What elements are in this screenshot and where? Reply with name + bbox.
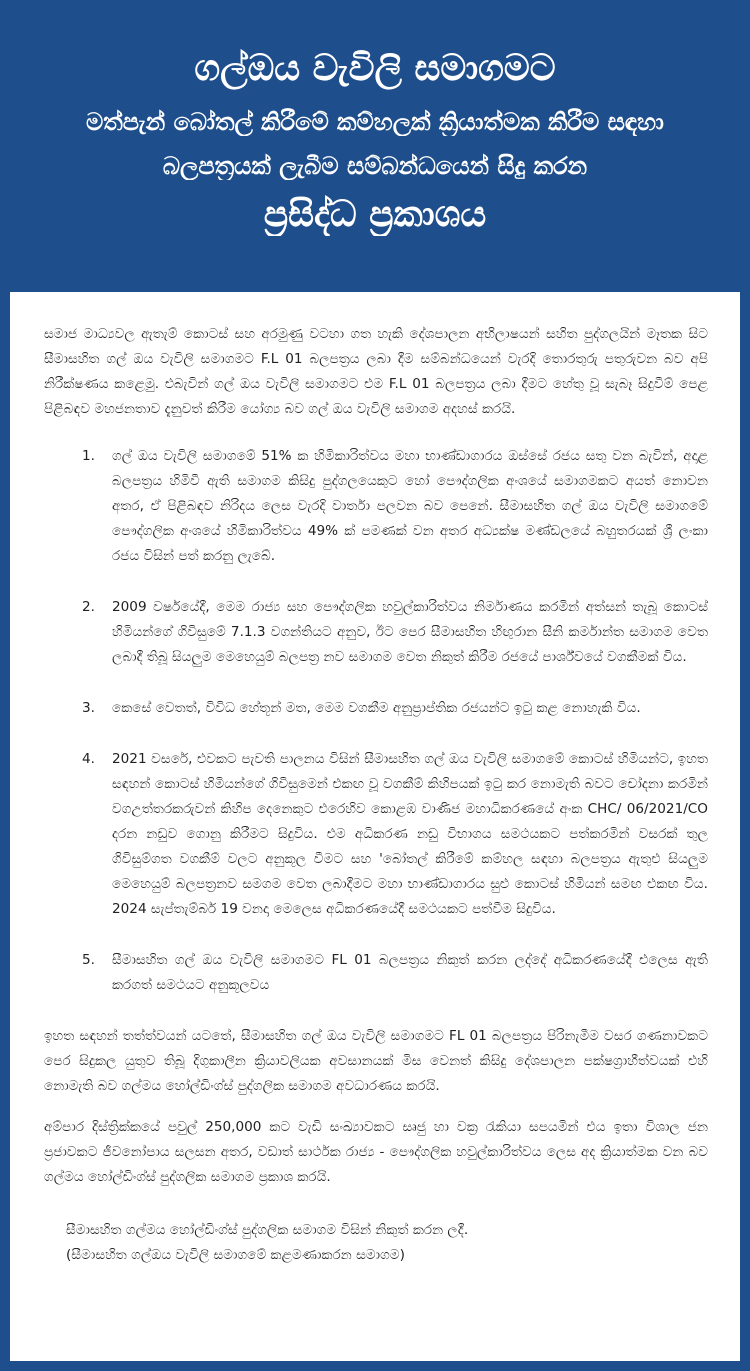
title-line-2: මත්පැන් බෝතල් කිරීමේ කම්හලක් ක්‍රියාත්මක කිරීම සඳහා bbox=[86, 108, 664, 136]
list-item bbox=[44, 747, 708, 922]
issuer-line: සීමාසහිත ගල්මය හෝල්ඩිංග්ස් පුද්ගලික සමාගම විසින් නිකුත් කරන ලදී. bbox=[66, 1222, 469, 1238]
final-paragraph: අම්පාර දිස්ත්‍රික්කයේ පවුල් 250,000 කට වැඩි සංඛ්‍යාවකට සෘජු හා වක්‍ර රැකියා සපයමින් එය ඉතා විශාල ජන ප්‍රජාවකට ජීවනෝපාය සලසන අතර, වඩාත් සාර්ථක රාජ්‍ය - පෞද්ගලික හවුල්කාරිත්වය ලෙස අද ක්‍රියාත්මක වන බව ගල්මය හෝල්ඩිංග්ස් පුද්ගලික සමාගම ප්‍රකාශ කරයි. bbox=[44, 1119, 708, 1185]
list-item-text: 2009 වර්ෂයේදී, මෙම රාජ්‍ය සහ පෞද්ගලික හවුල්කාරිත්වය නිර්මාණය කරමින් අත්සන් තැබූ කොටස් හිමියන්ගේ ගිවිසුමේ 7.1.3 වගන්තියට අනුව, ඊට පෙර සීමාසහිත හිඟුරාන සීනි කර්මාන්ත සමාගම වෙත ලබාදී තිබූ සියලුම මෙහෙයුම් බලපත්‍ර නව සමාගම වෙත නිකුත් කිරීම රජයේ පාර්ශ්වයේ වගකීමක් විය. bbox=[112, 599, 708, 665]
list-item-number: 4. bbox=[82, 751, 95, 767]
issuer-subline: (සීමාසහිත ගල්ඔය වැවිලි සමාගමේ කළමණාකරන සමාගම) bbox=[66, 1247, 405, 1263]
list-item-text: 2021 වසරේ, එවකට පැවති පාලනය විසින් සීමාසහිත ගල් ඔය වැවිලි සමාගමේ කොටස් හිමියන්ට, ඉහත සඳහන් කොටස් හිමියන්ගේ ගිවිසුමෙන් එකඟ වූ වගකීම් කිහිපයක් ඉටු කර නොමැති බවට චෝදනා කරමින් වගඋත්තරකරුවන් කිහිප දෙනෙකුට එරෙහිව කොළඹ වාණිජ මහාධිකරණයේ අංක CHC/ 06/2021/CO දරන නඩුව ගොනු කිරීමට සිදුවිය. එම අධිකරණ නඩු විභාගය සමථයකට පත්කරමින් වසරක් තුල ගිවිසුම්ගත වගකීම් වලට අනුකූල වීමට සහ 'බෝතල් කිරීමේ කම්හල සඳහා බලපත්‍රය ඇතුළු සියලුම මෙහෙයුම් බලපත්‍රනව සමගම වෙත ලබාදීමට මහා භාණ්ඩාගාරය සුළු කොටස් හිමියන් සමඟ එකඟ විය. 2024 සැප්තැම්බර් 19 වනදා මෙලෙස අධිකරණයේදී සමථයකට පත්වීම සිදුවිය. bbox=[112, 751, 708, 917]
list-item-number: 2. bbox=[82, 599, 95, 615]
list-item-text: කෙසේ වෙතත්, විවිධ හේතූන් මත, මෙම වගකීම අනුප්‍රාප්තික රජයන්ට ඉටු කළ නොහැකි විය. bbox=[112, 700, 641, 716]
list-item-number: 1. bbox=[82, 448, 95, 464]
list-item-text: සීමාසහිත ගල් ඔය වැවිලි සමාගමට FL 01 බලපත්‍රය නිකුත් කරන ලද්දේ අධිකරණයේදී එලෙස ඇති කරගත් සමථයට අනුකූලවය bbox=[112, 952, 708, 993]
title-line-1: ගල්ඔය වැවිලි සමාගමට bbox=[194, 48, 556, 89]
list-item bbox=[44, 696, 708, 721]
summary-paragraph: ඉහත සඳහන් තත්ත්වයන් යටතේ, සීමාසහිත ගල් ඔය වැවිලි සමාගමට FL 01 බලපත්‍රය පිරිනැමීම වසර ගණනාවකට පෙර සිදුකල යුතුව තිබූ දිගුකාලීන ක්‍රියාවලියක අවසානයක් මිස වෙනත් කිසිදු දේශපාලන පක්ෂග්‍රාහීත්වයක් එහි නොමැති බව ගල්මය හෝල්ඩිංග්ස් පුද්ගලික සමාගම අවධාරණය කරයි. bbox=[44, 1028, 708, 1094]
title-line-4: ප්‍රසිද්ධ ප්‍රකාශය bbox=[263, 194, 487, 235]
list-item bbox=[44, 948, 708, 998]
signature-block bbox=[44, 1218, 708, 1268]
header-banner bbox=[0, 0, 750, 288]
list-item-number: 3. bbox=[82, 700, 95, 716]
list-item bbox=[44, 595, 708, 670]
statement-content bbox=[44, 322, 708, 1268]
list-item-text: ගල් ඔය වැවිලි සමාගමේ 51% ක හිමිකාරිත්වය මහා භාණ්ඩාගාරය ඔස්සේ රජය සතු වන බැවින්, අදාළ බලපත්‍රය හිමිවී ඇති සමාගම කිසිදු පුද්ගලයෙකුට හෝ පෞද්ගලික අංශයේ සමාගමකට අයත් නොවන අතර, ඒ පිළිබඳව නිරිදය ලෙස වැරදි වාර්තා පලවන බව පෙනේ. සීමාසහිත ගල් ඔය වැවිලි සමාගමේ පෞද්ගලික අංශයේ හිමිකාරිත්වය 49% ක් පමණක් වන අතර අධ්‍යක්ෂ මණ්ඩලයේ බහුතරයක් ශ්‍රී ලංකා රජය විසින් පත් කරනු ලැබේ. bbox=[112, 448, 708, 564]
intro-paragraph: සමාජ මාධ්‍යවල ඇතැම් කොටස් සහ අරමුණු වටහා ගත හැකි දේශපාලන අභිලාෂයන් සහිත පුද්ගලයින් මෑතක සිට සීමාසහිත ගල් ඔය වැවිලි සමාගමට F.L 01 බලපත්‍රය ලබා දීම සම්බන්ධයෙන් වැරදි තොරතුරු පතුරුවන බව අපි නිරීක්ෂණය කළෙමු. එබැවින් ගල් ඔය වැවිලි සමාගමට එම F.L 01 බලපත්‍රය ලබා දීමට හේතු වූ සැබෑ සිදුවීම් පෙළ පිළිබඳව මහජනතාව දැනුවත් කිරීම යෝග්‍ය බව ගල් ඔය වැවිලි සමාගම අදහස් කරයි. bbox=[44, 326, 708, 417]
list-item-number: 5. bbox=[82, 952, 95, 968]
title-line-3: බලපත්‍රයක් ලැබීම සම්බන්ධයෙන් සිදු කරන bbox=[162, 152, 588, 180]
list-item bbox=[44, 444, 708, 569]
statement-body bbox=[10, 292, 740, 1361]
numbered-list bbox=[44, 444, 708, 998]
